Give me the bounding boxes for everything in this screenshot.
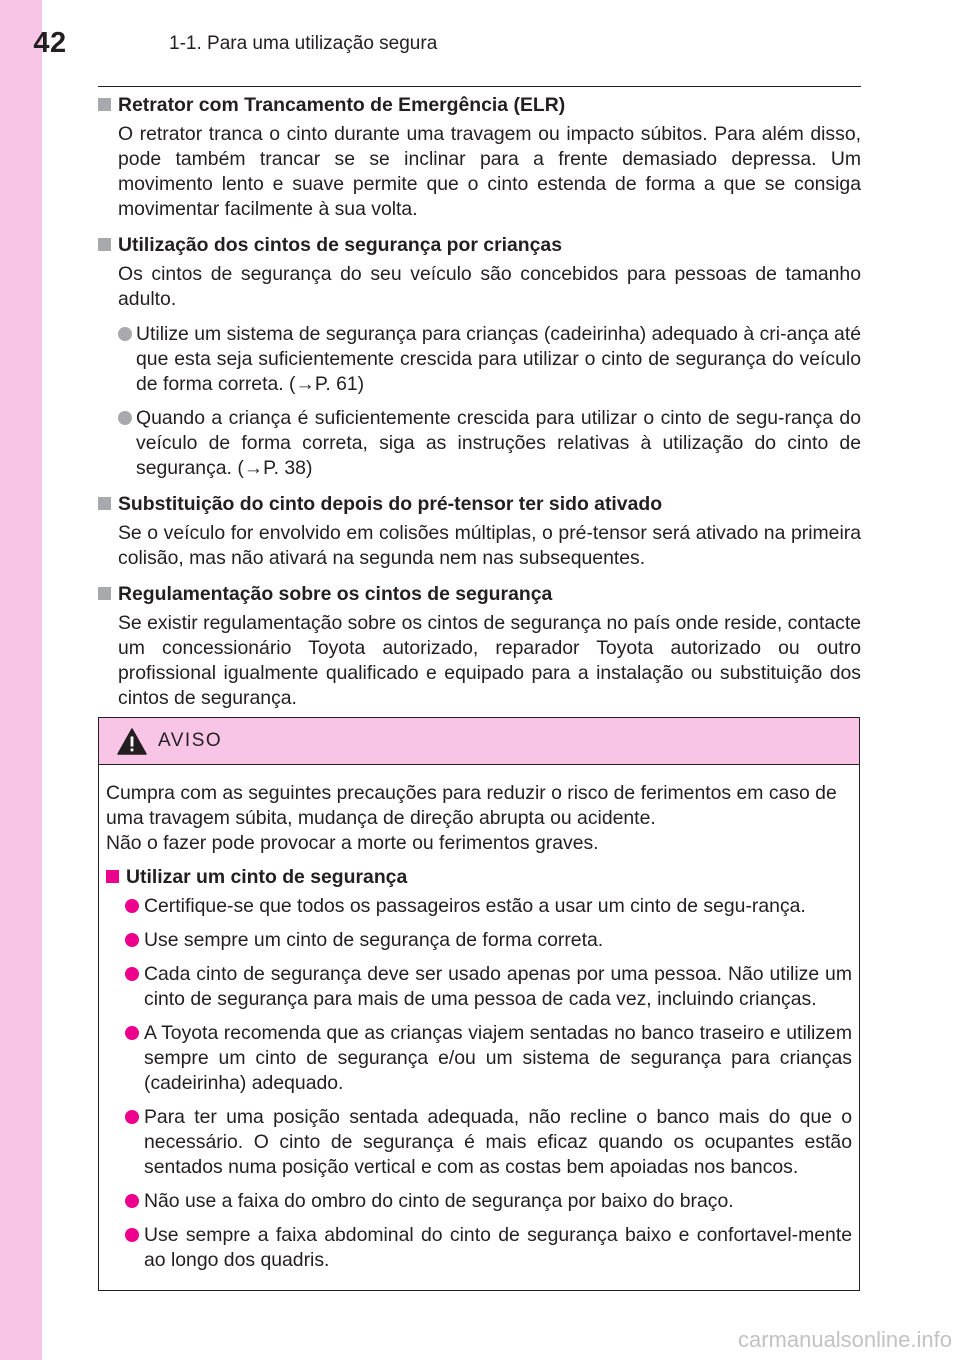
list-item-text: Utilize um sistema de segurança para crianças (cadeirinha) adequado à cri-ança até que esta seja suficientemente crescida para utilizar o cinto de segurança do veículo de forma correta. (→P. 61) [136, 323, 861, 395]
section-heading [98, 582, 861, 607]
section-regulations [98, 582, 861, 711]
square-bullet-icon [98, 497, 111, 510]
section-paragraph: Os cintos de segurança do seu veículo são concebidos para pessoas de tamanho adulto. [118, 263, 861, 310]
circle-bullet-icon [125, 933, 139, 947]
warning-list-item [106, 1021, 852, 1096]
section-heading [98, 93, 861, 118]
warning-list-item [106, 1189, 852, 1214]
warning-list-item-text: Não use a faixa do ombro do cinto de segurança por baixo do braço. [144, 1190, 734, 1212]
warning-subheading [106, 865, 852, 890]
header-rule [98, 86, 861, 87]
warning-title: AVISO [158, 730, 223, 751]
main-content [98, 93, 861, 722]
circle-bullet-icon [125, 967, 139, 981]
section-elr [98, 93, 861, 222]
warning-list-item-text: Use sempre a faixa abdominal do cinto de segurança baixo e confortavel-mente ao longo dos quadris. [144, 1224, 852, 1271]
section-children [98, 233, 861, 481]
section-paragraph: Se o veículo for envolvido em colisões múltiplas, o pré-tensor será ativado na primeira colisão, mas não ativará na segunda nem nas subsequentes. [118, 522, 861, 569]
page-number: 42 [33, 27, 67, 59]
circle-bullet-icon [125, 1026, 139, 1040]
circle-bullet-icon [125, 899, 139, 913]
section-heading-text: Retrator com Trancamento de Emergência (ELR) [118, 94, 566, 116]
warning-list-item-text: A Toyota recomenda que as crianças viajem sentadas no banco traseiro e utilizem sempre um cinto de segurança e/ou um sistema de segurança para crianças (cadeirinha) adequado. [144, 1022, 852, 1094]
circle-bullet-icon [125, 1110, 139, 1124]
warning-intro: Cumpra com as seguintes precauções para reduzir o risco de ferimentos em caso de uma travagem súbita, mudança de direção abrupta ou acidente. Não o fazer pode provocar a morte ou ferimentos graves. [106, 782, 837, 854]
warning-list-item [106, 962, 852, 1012]
site-watermark: carmanualsonline.info [737, 1327, 952, 1352]
section-heading-text: Regulamentação sobre os cintos de segurança [118, 583, 553, 605]
section-paragraph: O retrator tranca o cinto durante uma travagem ou impacto súbitos. Para além disso, pode também trancar se se inclinar para a frente demasiado depressa. Um movimento lento e suave permite que o cinto estenda de forma a que se consiga movimentar facilmente à sua volta. [118, 123, 861, 220]
bullet-list [98, 322, 861, 481]
section-heading-text: Utilização dos cintos de segurança por crianças [118, 234, 562, 256]
square-bullet-icon [98, 238, 111, 251]
section-pretensioner [98, 492, 861, 571]
warning-list-item [106, 928, 852, 953]
section-heading [98, 492, 861, 517]
section-paragraph: Se existir regulamentação sobre os cintos de segurança no país onde reside, contacte um concessionário Toyota autorizado, reparador Toyota autorizado ou outro profissional igualmente qualificado e equipado para a instalação ou substituição dos cintos de segurança. [118, 612, 861, 709]
warning-list-item-text: Para ter uma posição sentada adequada, não recline o banco mais do que o necessário. O cinto de segurança é mais eficaz quando os ocupantes estão sentados numa posição vertical e com as costas bem apoiadas nos bancos. [144, 1106, 852, 1178]
warning-box [98, 717, 860, 1291]
warning-triangle-icon [117, 728, 147, 755]
list-item [98, 322, 861, 397]
section-title: 1-1. Para uma utilização segura [169, 33, 438, 54]
list-item-text: Quando a criança é suficientemente crescida para utilizar o cinto de segu-rança do veículo de forma correta, siga as instruções relativas à utilização do cinto de segurança. (→P. 38) [136, 407, 861, 479]
section-heading-text: Substituição do cinto depois do pré-tensor ter sido ativado [118, 493, 663, 515]
warning-header [99, 718, 859, 765]
circle-bullet-icon [125, 1228, 139, 1242]
warning-list-item-text: Certifique-se que todos os passageiros estão a usar um cinto de segu-rança. [144, 895, 806, 917]
section-heading [98, 233, 861, 258]
side-tab-bar [0, 0, 42, 1360]
square-bullet-icon [106, 870, 119, 883]
warning-list-item [106, 1223, 852, 1273]
circle-bullet-icon [125, 1194, 139, 1208]
warning-subheading-text: Utilizar um cinto de segurança [126, 866, 408, 888]
warning-body [99, 765, 859, 1273]
circle-bullet-icon [118, 327, 132, 341]
square-bullet-icon [98, 98, 111, 111]
square-bullet-icon [98, 587, 111, 600]
circle-bullet-icon [118, 411, 132, 425]
warning-list-item-text: Cada cinto de segurança deve ser usado apenas por uma pessoa. Não utilize um cinto de segurança para mais de uma pessoa de cada vez, incluindo crianças. [144, 963, 852, 1010]
warning-list-item [106, 894, 852, 919]
list-item [98, 406, 861, 481]
warning-list-item-text: Use sempre um cinto de segurança de forma correta. [144, 929, 604, 951]
warning-list-item [106, 1105, 852, 1180]
